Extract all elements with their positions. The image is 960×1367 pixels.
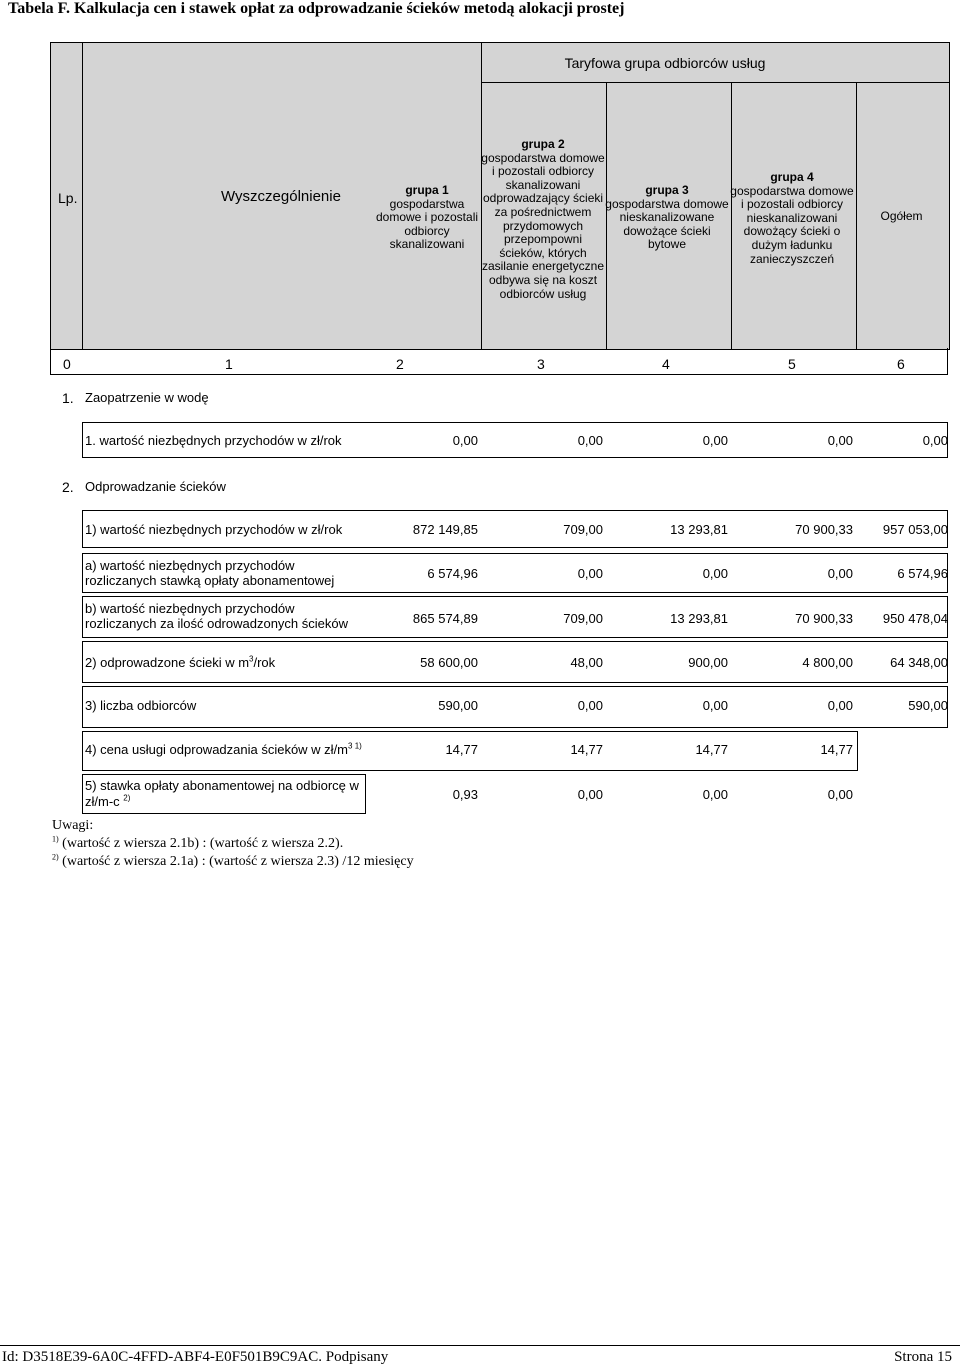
row-2-1a-value-g3: 0,00 xyxy=(702,566,728,581)
notes-heading: Uwagi: xyxy=(52,818,94,833)
row-2-5-value-g2: 0,00 xyxy=(577,787,603,802)
row-2-3-value-g2: 0,00 xyxy=(577,698,603,713)
row-2-1a-value-total: 6 574,96 xyxy=(897,566,948,581)
note-2: $^{2)}$ (wartość z wiersza 2.1a) : (wartość z wiersza 2.3) /12 miesięcy xyxy=(52,852,414,869)
group-2-header: grupa 2 gospodarstwa domowe i pozostali odbiorcy skanalizowani odprowadzający ścieki za pośrednictwem przydomowych przepompowni ścieków, których zasilanie energetyczne odbywa się na koszt odbiorców usług xyxy=(481,137,605,301)
row-2-3-value-g3: 0,00 xyxy=(702,698,728,713)
column-index-6: 6 xyxy=(897,356,905,372)
row-box-2-3 xyxy=(82,686,948,728)
row-2-2-value-total: 64 348,00 xyxy=(890,655,948,670)
row-2-3-value-g4: 0,00 xyxy=(827,698,853,713)
footer-id: Id: D3518E39-6A0C-4FFD-ABF4-E0F501B9C9AC. Podpisany xyxy=(2,1349,389,1365)
row-2-5-value-g4: 0,00 xyxy=(827,787,853,802)
row-1-1-value-g4: 0,00 xyxy=(827,433,853,448)
row-2-1-value-g1: 872 149,85 xyxy=(412,522,478,537)
row-2-1-label: 1) wartość niezbędnych przychodów w zł/rok xyxy=(85,522,343,537)
section-1-label: Zaopatrzenie w wodę xyxy=(85,390,209,405)
column-index-5: 5 xyxy=(788,356,796,372)
note-1: $^{1)}$ (wartość z wiersza 2.1b) : (wartość z wiersza 2.2). xyxy=(52,834,344,851)
row-2-1b-value-g4: 70 900,33 xyxy=(795,611,853,626)
lp-label: Lp. xyxy=(58,190,78,206)
total-header: Ogółem xyxy=(880,209,923,223)
row-2-1a-label: a) wartość niezbędnych przychodów rozliczanych stawką opłaty abonamentowej xyxy=(85,558,335,588)
row-2-2-value-g3: 900,00 xyxy=(688,655,728,670)
row-2-2-value-g1: 58 600,00 xyxy=(420,655,478,670)
row-2-1a-value-g2: 0,00 xyxy=(577,566,603,581)
row-2-5-label: 5) stawka opłaty abonamentowej na odbiorcę w zł/m-c $^{2)}$ xyxy=(85,778,359,809)
group-1-header: grupa 1 gospodarstwa domowe i pozostali odbiorcy skanalizowani xyxy=(375,183,479,252)
row-2-5-value-g1: 0,93 xyxy=(452,787,478,802)
row-2-2-value-g2: 48,00 xyxy=(570,655,603,670)
row-2-4-value-g2: 14,77 xyxy=(570,742,603,757)
column-index-0: 0 xyxy=(63,356,71,372)
row-1-1-value-g1: 0,00 xyxy=(452,433,478,448)
row-box-2-1b xyxy=(82,596,948,638)
row-2-5-value-g3: 0,00 xyxy=(702,787,728,802)
row-2-2-label: 2) odprowadzone ścieki w $m^3$/rok xyxy=(85,654,276,670)
page-title: Tabela F. Kalkulacja cen i stawek opłat za odprowadzanie ścieków metodą alokacji prostej xyxy=(8,0,625,17)
row-box-2-4 xyxy=(82,731,858,771)
group-3-header: grupa 3 gospodarstwa domowe nieskanalizowane dowożące ścieki bytowe xyxy=(605,183,729,252)
column-index-3: 3 xyxy=(537,356,545,372)
row-2-2-value-g4: 4 800,00 xyxy=(802,655,853,670)
section-2-label: Odprowadzanie ścieków xyxy=(85,479,226,494)
row-2-1-value-g4: 70 900,33 xyxy=(795,522,853,537)
row-2-3-label: 3) liczba odbiorców xyxy=(85,698,197,713)
row-box-2-1 xyxy=(82,510,948,548)
row-box-1-1 xyxy=(82,422,948,458)
row-2-4-value-g4: 14,77 xyxy=(820,742,853,757)
row-box-2-1a xyxy=(82,553,948,593)
footer-page-number: Strona 15 xyxy=(894,1349,952,1365)
row-2-1b-value-g3: 13 293,81 xyxy=(670,611,728,626)
description-label: Wyszczególnienie xyxy=(221,188,341,205)
row-2-4-label: 4) cena usługi odprowadzania ścieków w $zł/m^{3 1)}$ xyxy=(85,741,362,757)
row-2-1-value-g2: 709,00 xyxy=(563,522,603,537)
section-1-number: 1. xyxy=(62,390,74,406)
row-box-2-5 xyxy=(82,774,366,814)
row-1-1-value-g2: 0,00 xyxy=(577,433,603,448)
row-2-1a-value-g4: 0,00 xyxy=(827,566,853,581)
footer-rule xyxy=(0,1345,960,1346)
row-2-3-value-total: 590,00 xyxy=(908,698,948,713)
column-index-4: 4 xyxy=(662,356,670,372)
row-box-2-2 xyxy=(82,641,948,683)
row-2-3-value-g1: 590,00 xyxy=(438,698,478,713)
row-2-4-value-g3: 14,77 xyxy=(695,742,728,757)
row-1-1-label: 1. wartość niezbędnych przychodów w zł/rok xyxy=(85,433,342,448)
row-2-1b-value-g1: 865 574,89 xyxy=(412,611,478,626)
row-1-1-value-total: 0,00 xyxy=(922,433,948,448)
column-index-1: 1 xyxy=(225,356,233,372)
column-index-2: 2 xyxy=(396,356,404,372)
row-2-1b-value-total: 950 478,04 xyxy=(882,611,948,626)
row-2-4-value-g1: 14,77 xyxy=(445,742,478,757)
row-2-1b-label: b) wartość niezbędnych przychodów rozliczanych za ilość odrowadzonych ścieków xyxy=(85,601,349,631)
row-box-index xyxy=(50,348,948,375)
row-2-1b-value-g2: 709,00 xyxy=(563,611,603,626)
group-4-header: grupa 4 gospodarstwa domowe i pozostali odbiorcy nieskanalizowani dowożący ścieki o dużym ładunku zanieczyszczeń xyxy=(730,170,854,266)
row-2-1-value-g3: 13 293,81 xyxy=(670,522,728,537)
row-2-1-value-total: 957 053,00 xyxy=(882,522,948,537)
section-2-number: 2. xyxy=(62,479,74,495)
row-2-1a-value-g1: 6 574,96 xyxy=(427,566,478,581)
row-1-1-value-g3: 0,00 xyxy=(702,433,728,448)
tariff-group-label: Taryfowa grupa odbiorców usług xyxy=(564,55,766,71)
